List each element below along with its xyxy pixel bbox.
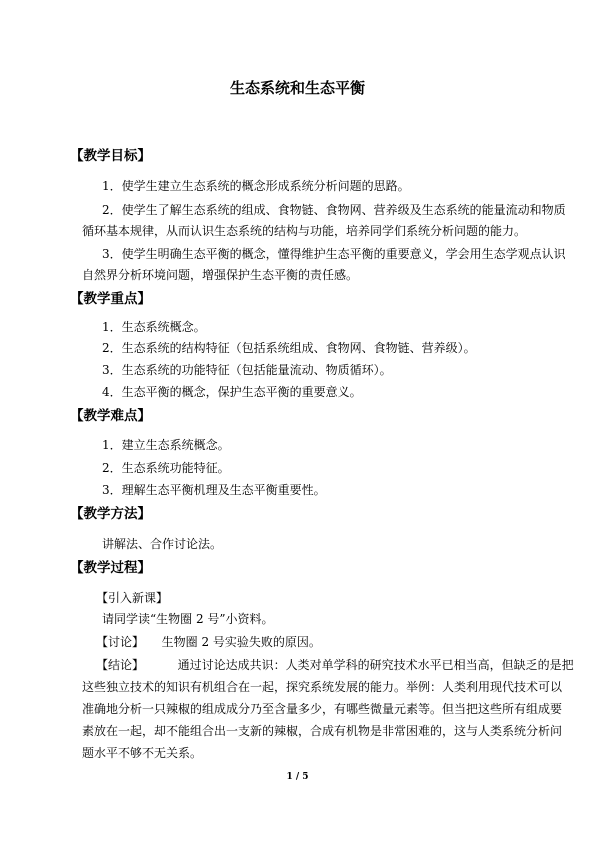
difficulty-line: 1．建立生态系统概念。 <box>102 438 230 452</box>
difficulty-line: 2．生态系统功能特征。 <box>102 461 230 475</box>
page-number: 1 / 5 <box>286 772 309 782</box>
heading-key-points: 【教学重点】 <box>70 291 151 307</box>
key-point-line: 4．生态平衡的概念，保护生态平衡的重要意义。 <box>102 385 362 399</box>
page-title: 生态系统和生态平衡 <box>229 79 365 97</box>
difficulty-line: 3．理解生态平衡机理及生态平衡重要性。 <box>102 483 326 497</box>
conclusion-line: 这些独立技术的知识有机组合在一起，探究系统发展的能力。举例：人类利用现代技术可以 <box>82 680 563 694</box>
objective-line: 自然界分析环境问题，增强保护生态平衡的责任感。 <box>82 268 359 282</box>
conclusion-text: 通过讨论达成共识：人类对单学科的研究技术水平已相当高，但缺乏的是把 <box>177 658 574 672</box>
heading-objectives: 【教学目标】 <box>70 148 151 164</box>
heading-methods: 【教学方法】 <box>70 506 151 522</box>
conclusion-line: 素放在一起，却不能组合出一支新的辣椒，合成有机物是非常困难的，这与人类系统分析问 <box>82 724 563 738</box>
discussion-text: 生物圈 2 号实验失败的原因。 <box>161 635 321 649</box>
key-point-line: 1．生态系统概念。 <box>102 320 206 334</box>
objective-line: 2．使学生了解生态系统的组成、食物链、食物网、营养级及生态系统的能量流动和物质 <box>102 203 566 217</box>
conclusion-line: 准确地分析一只辣椒的组成成分乃至含量多少，有哪些微量元素等。但当把这些所有组成要 <box>82 702 563 716</box>
heading-process: 【教学过程】 <box>70 560 151 576</box>
process-line: 请同学读“生物圈 2 号”小资料。 <box>102 612 274 626</box>
discussion-tag: 【讨论】 <box>96 635 145 649</box>
discussion-line <box>96 633 321 650</box>
conclusion-line: 题水平不够不无关系。 <box>82 746 203 760</box>
method-line: 讲解法、合作讨论法。 <box>102 537 223 551</box>
objective-line: 循环基本规律，从而认识生态系统的结构与功能，培养同学们系统分析问题的能力。 <box>82 224 527 238</box>
objective-line: 3．使学生明确生态平衡的概念，懂得维护生态平衡的重要意义，学会用生态学观点认识 <box>102 247 566 261</box>
objective-line: 1．使学生建立生态系统的概念形成系统分析问题的思路。 <box>102 179 410 193</box>
conclusion-tag: 【结论】 <box>96 658 145 672</box>
conclusion-line <box>96 656 574 673</box>
key-point-line: 3．生态系统的功能特征（包括能量流动、物质循环）。 <box>102 363 392 377</box>
key-point-line: 2．生态系统的结构特征（包括系统组成、食物网、食物链、营养级）。 <box>102 341 476 355</box>
intro-label: 【引入新课】 <box>96 591 169 605</box>
heading-difficulties: 【教学难点】 <box>70 408 151 424</box>
